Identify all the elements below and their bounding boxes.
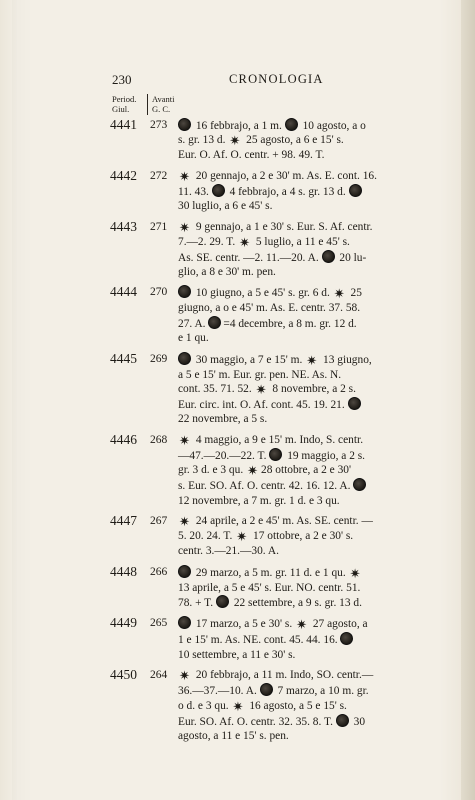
- sun-eclipse-icon: ✷: [239, 235, 250, 251]
- moon-eclipse-icon: [178, 118, 191, 131]
- moon-eclipse-icon: [208, 316, 221, 329]
- year-before-christ: 270: [150, 286, 168, 299]
- entry-text: 27 agosto, a: [310, 618, 368, 631]
- entry-text: Eur. SO. Af. O. centr. 32. 35. 8. T.: [178, 715, 336, 728]
- year-before-christ: 266: [150, 565, 168, 578]
- entry-line: [178, 148, 445, 162]
- sun-eclipse-icon: ✷: [179, 669, 190, 685]
- entry-text: 5 luglio, a 11 e 45' s.: [253, 235, 350, 248]
- year-before-christ: 264: [150, 669, 168, 682]
- entry-text: 20 febbrajo, a 11 m. Indo, SO. centr.—: [193, 669, 374, 682]
- entry-line: [178, 265, 445, 279]
- entry-line: [178, 729, 445, 743]
- entry-text: 5. 20. 24. T.: [178, 530, 236, 543]
- page-header: [112, 72, 442, 90]
- julian-period-number: 4443: [110, 218, 137, 234]
- sun-eclipse-icon: ✷: [179, 169, 190, 185]
- entry-line: [178, 285, 445, 301]
- entry-text: 36.—37.—10. A.: [178, 685, 260, 698]
- chronology-entry: [110, 352, 445, 427]
- entry-line: [178, 544, 445, 558]
- entry-line: [178, 352, 445, 368]
- julian-period-number: 4449: [110, 615, 137, 631]
- eclipse-description: [178, 668, 445, 743]
- entry-line: [178, 250, 445, 265]
- chronology-entry: [110, 220, 445, 280]
- eclipse-description: [178, 565, 445, 611]
- entry-text: 7 marzo, a 10 m. gr.: [274, 685, 369, 698]
- entry-text: 30: [350, 715, 366, 728]
- entry-line: [178, 616, 445, 632]
- entry-line: [178, 316, 445, 331]
- moon-eclipse-icon: [349, 184, 362, 197]
- moon-eclipse-icon: [285, 118, 298, 131]
- entry-text: agosto, a 11 e 15' s. pen.: [178, 729, 289, 742]
- entry-line: [178, 169, 445, 184]
- entry-text: 19 maggio, a 2 s.: [284, 449, 366, 462]
- entry-text: 25: [347, 287, 362, 300]
- entry-line: [178, 235, 445, 250]
- entry-text: 8 novembre, a 2 s.: [269, 383, 356, 396]
- entry-text: Eur. circ. int. O. Af. cont. 45. 19. 21.: [178, 399, 348, 412]
- moon-eclipse-icon: [336, 714, 349, 727]
- entry-line: [178, 397, 445, 412]
- entry-line: [178, 199, 445, 213]
- moon-eclipse-icon: [216, 595, 229, 608]
- entry-text: =4 decembre, a 8 m. gr. 12 d.: [223, 317, 357, 330]
- sun-eclipse-icon: ✷: [306, 353, 318, 369]
- entry-line: [178, 184, 445, 199]
- sun-eclipse-icon: ✷: [333, 287, 345, 303]
- entry-text: 78. + T.: [178, 596, 216, 609]
- entry-line: [178, 494, 445, 508]
- entry-line: [178, 331, 445, 345]
- entry-text: cont. 35. 71. 52.: [178, 383, 255, 396]
- entry-text: 20 lu-: [336, 251, 367, 264]
- moon-eclipse-icon: [178, 616, 191, 629]
- eclipse-description: [178, 169, 445, 214]
- entry-line: [178, 714, 445, 729]
- entry-text: 22 novembre, a 5 s.: [178, 413, 268, 426]
- chronology-entry: [110, 668, 445, 743]
- eclipse-description: [178, 285, 445, 345]
- entry-text: 10 settembre, a 11 e 30' s.: [178, 648, 296, 661]
- entry-text: 28 ottobre, a 2 e 30': [261, 464, 352, 477]
- entry-text: 30 luglio, a 6 e 45' s.: [178, 200, 273, 213]
- page-number: 230: [112, 72, 132, 87]
- chronology-entry: [110, 285, 445, 345]
- chronology-entry: [110, 514, 445, 558]
- entry-text: 22 settembre, a 9 s. gr. 13 d.: [230, 596, 362, 609]
- entry-line: [178, 412, 445, 426]
- eclipse-description: [178, 616, 445, 662]
- julian-period-number: 4450: [110, 667, 137, 683]
- entry-text: s. Eur. SO. Af. O. centr. 42. 16. 12. A.: [178, 480, 354, 493]
- entry-text: 12 novembre, a 7 m. gr. 1 d. e 3 qu.: [178, 494, 340, 507]
- entry-line: [178, 133, 445, 148]
- year-before-christ: 265: [150, 617, 168, 630]
- avanti-label-line-2: G. C.: [152, 104, 171, 114]
- entry-text: Eur. O. Af. O. centr. + 98. 49. T.: [178, 149, 325, 162]
- year-before-christ: 272: [150, 169, 168, 182]
- entry-text: 17 marzo, a 5 e 30' s.: [193, 618, 296, 631]
- year-before-christ: 269: [150, 352, 168, 365]
- sun-eclipse-icon: ✷: [232, 699, 244, 715]
- entry-text: 10 giugno, a 5 e 45' s. gr. 6 d.: [193, 287, 333, 300]
- year-before-christ: 267: [150, 515, 168, 528]
- entry-line: [178, 529, 445, 544]
- julian-period-number: 4445: [110, 350, 137, 366]
- entry-line: [178, 699, 445, 714]
- avanti-label-line-1: Avanti: [152, 94, 175, 104]
- avanti-column-header: [152, 94, 192, 114]
- moon-eclipse-icon: [269, 448, 282, 461]
- entry-line: [178, 382, 445, 397]
- entry-line: [178, 478, 445, 493]
- entry-line: [178, 118, 445, 133]
- entry-text: gr. 3 d. e 3 qu.: [178, 464, 247, 477]
- year-before-christ: 271: [150, 220, 168, 233]
- entry-line: [178, 668, 445, 683]
- entry-text: centr. 3.—21.—30. A.: [178, 545, 279, 558]
- entry-line: [178, 595, 445, 610]
- entry-text: 11. 43.: [178, 185, 212, 198]
- julian-period-number: 4442: [110, 167, 137, 183]
- entry-text: 7.—2. 29. T.: [178, 235, 239, 248]
- moon-eclipse-icon: [340, 632, 353, 645]
- moon-eclipse-icon: [260, 683, 273, 696]
- entry-text: 13 giugno,: [320, 353, 372, 366]
- book-spine-edge: [461, 0, 475, 800]
- moon-eclipse-icon: [212, 184, 225, 197]
- chronology-entry: [110, 565, 445, 611]
- entry-line: [178, 632, 445, 647]
- entry-text: 10 agosto, a o: [299, 120, 366, 132]
- sun-eclipse-icon: ✷: [349, 566, 361, 582]
- period-column-header: [112, 94, 146, 114]
- entry-text: 30 maggio, a 7 e 15' m.: [193, 353, 306, 366]
- entry-text: 16 febbrajo, a 1 m.: [193, 120, 285, 132]
- entry-text: —47.—20.—22. T.: [178, 449, 270, 462]
- entry-text: 1 e 15' m. As. NE. cont. 45. 44. 16.: [178, 634, 341, 647]
- entry-line: [178, 581, 445, 595]
- sun-eclipse-icon: ✷: [179, 515, 190, 531]
- sun-eclipse-icon: ✷: [247, 464, 258, 480]
- running-title: CRONOLOGIA: [229, 72, 324, 86]
- julian-period-number: 4444: [110, 284, 137, 300]
- chronology-entry: [110, 169, 445, 214]
- entry-text: 25 agosto, a 6 e 15' s.: [243, 134, 344, 147]
- chronology-entry: [110, 433, 445, 508]
- moon-eclipse-icon: [322, 250, 335, 263]
- entry-line: [178, 648, 445, 662]
- entry-line: [178, 433, 445, 448]
- sun-eclipse-icon: ✷: [229, 134, 241, 150]
- entry-text: 16 agosto, a 5 e 15' s.: [246, 699, 347, 712]
- sun-eclipse-icon: ✷: [296, 618, 307, 634]
- entry-line: [178, 220, 445, 235]
- entry-text: 27. A.: [178, 317, 209, 330]
- entry-text: 9 gennajo, a 1 e 30' s. Eur. S. Af. centr.: [193, 220, 373, 233]
- entry-text: e 1 qu.: [178, 332, 209, 345]
- entry-text: 4 febbrajo, a 4 s. gr. 13 d.: [226, 185, 349, 198]
- sun-eclipse-icon: ✷: [179, 220, 190, 236]
- entry-text: giugno, a o e 45' m. As. E. centr. 37. 58.: [178, 302, 361, 315]
- julian-period-number: 4446: [110, 431, 137, 447]
- eclipse-description: [178, 352, 445, 427]
- eclipse-description: [178, 118, 445, 163]
- eclipse-description: [178, 514, 445, 558]
- chronology-entry: [110, 118, 445, 163]
- entry-text: glio, a 8 e 30' m. pen.: [178, 266, 276, 279]
- entry-line: [178, 683, 445, 698]
- chronology-entries: [110, 118, 445, 749]
- entry-line: [178, 514, 445, 529]
- year-before-christ: 273: [150, 119, 168, 131]
- sun-eclipse-icon: ✷: [255, 383, 267, 399]
- entry-line: [178, 301, 445, 315]
- entry-line: [178, 463, 445, 478]
- entry-text: 24 aprile, a 2 e 45' m. As. SE. centr. —: [193, 515, 373, 528]
- julian-period-number: 4447: [110, 513, 137, 529]
- sun-eclipse-icon: ✷: [236, 530, 248, 546]
- julian-period-number: 4448: [110, 563, 137, 579]
- eclipse-description: [178, 220, 445, 280]
- eclipse-description: [178, 433, 445, 508]
- entry-text: 17 ottobre, a 2 e 30' s.: [250, 530, 354, 543]
- entry-text: 13 aprile, a 5 e 45' s. Eur. NO. centr. 51.: [178, 581, 361, 594]
- column-divider: [147, 94, 148, 115]
- entry-text: a 5 e 15' m. Eur. gr. pen. NE. As. N.: [178, 368, 342, 381]
- moon-eclipse-icon: [178, 352, 191, 365]
- entry-line: [178, 565, 445, 581]
- entry-text: As. SE. centr. —2. 11.—20. A.: [178, 251, 322, 264]
- moon-eclipse-icon: [178, 285, 191, 298]
- entry-line: [178, 368, 445, 382]
- entry-text: 20 gennajo, a 2 e 30' m. As. E. cont. 16.: [193, 169, 377, 182]
- entry-line: [178, 448, 445, 463]
- year-before-christ: 268: [150, 433, 168, 446]
- moon-eclipse-icon: [353, 478, 366, 491]
- entry-text: o d. e 3 qu.: [178, 699, 232, 712]
- julian-period-number: 4441: [110, 117, 137, 132]
- moon-eclipse-icon: [178, 565, 191, 578]
- page-gutter-shadow: [12, 0, 32, 800]
- moon-eclipse-icon: [348, 397, 361, 410]
- period-label-line-2: Giul.: [112, 104, 130, 114]
- entry-text: 4 maggio, a 9 e 15' m. Indo, S. centr.: [193, 433, 364, 446]
- entry-text: 29 marzo, a 5 m. gr. 11 d. e 1 qu.: [193, 566, 349, 579]
- entry-text: s. gr. 13 d.: [178, 134, 229, 147]
- chronology-entry: [110, 616, 445, 662]
- period-label-line-1: Period.: [112, 94, 137, 104]
- sun-eclipse-icon: ✷: [179, 433, 190, 449]
